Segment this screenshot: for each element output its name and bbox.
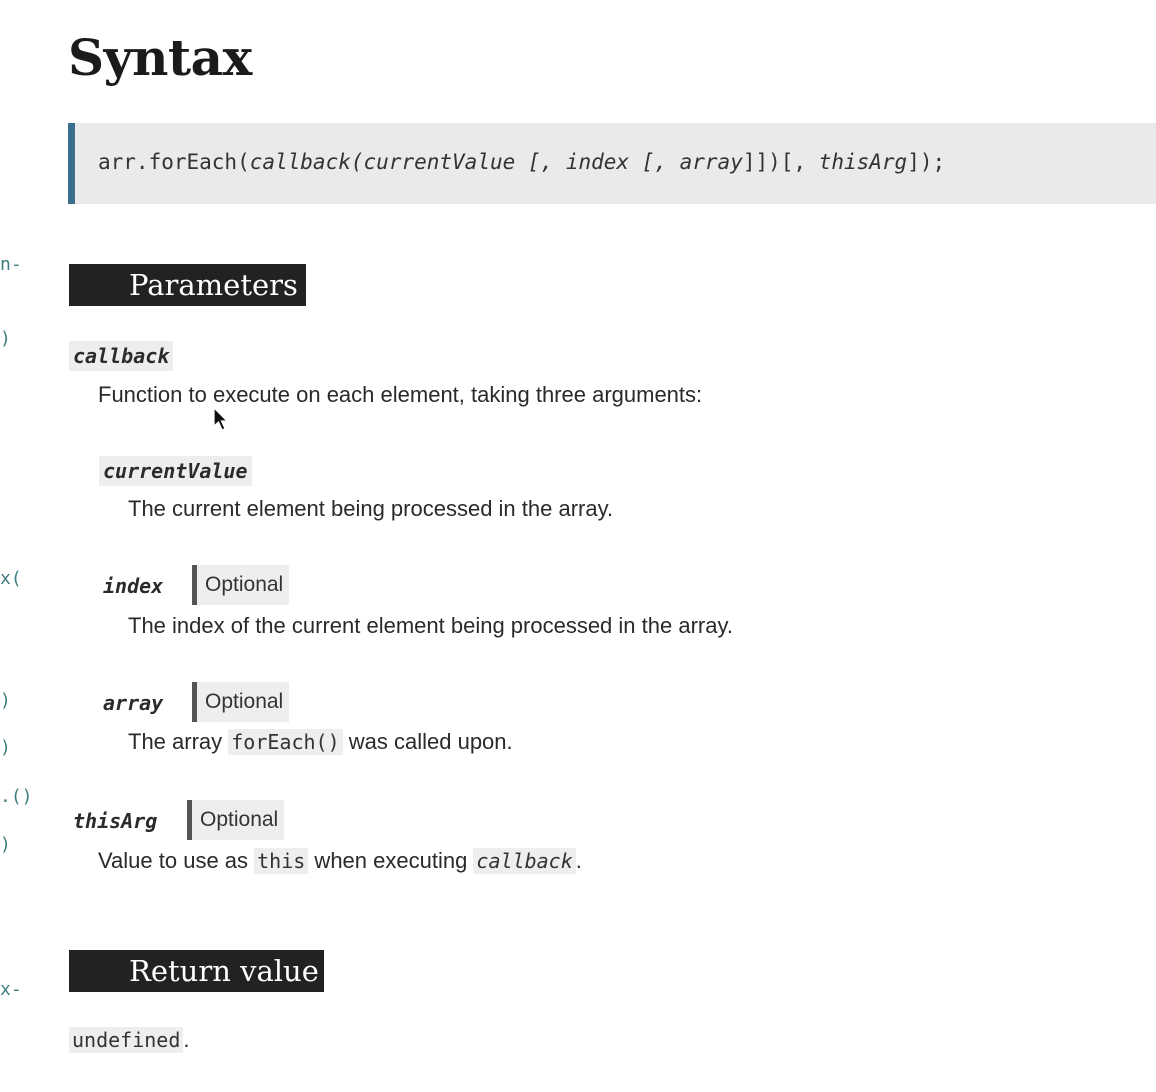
- sidebar-code-fragment: ): [0, 328, 11, 349]
- param-index-description: The index of the current element being processed in the array.: [128, 613, 733, 638]
- inline-code: callback: [473, 848, 575, 874]
- syntax-open-paren: (: [350, 150, 364, 174]
- description-text: .: [183, 1027, 190, 1052]
- param-callback-term[interactable]: callback: [69, 341, 173, 371]
- inline-code: forEach(): [228, 729, 342, 755]
- return-value-heading: Return value: [69, 950, 324, 992]
- syntax-this-arg: thisArg: [818, 150, 908, 174]
- param-this-arg-term[interactable]: thisArg: [73, 809, 158, 833]
- inline-code: this: [254, 848, 308, 874]
- param-callback-description: Function to execute on each element, taking three arguments:: [98, 382, 703, 407]
- mouse-pointer-icon: [213, 407, 229, 433]
- syntax-index: index: [565, 150, 630, 174]
- syntax-end: ]);: [907, 150, 946, 174]
- syntax-array: array: [679, 150, 743, 174]
- sidebar-code-fragment: .(): [0, 786, 33, 807]
- syntax-signature[interactable]: [98, 150, 945, 174]
- parameters-heading: Parameters: [69, 264, 306, 306]
- return-value-description: [69, 1027, 190, 1053]
- param-this-arg-description: [98, 848, 582, 874]
- inline-code: undefined: [69, 1027, 183, 1053]
- optional-badge: Optional: [187, 800, 284, 840]
- param-array-description: [128, 729, 513, 755]
- description-text: .: [575, 848, 582, 873]
- optional-badge: Optional: [192, 565, 289, 605]
- description-text: The array: [128, 729, 229, 754]
- param-index-term[interactable]: index: [103, 574, 164, 598]
- sidebar-code-fragment: ): [0, 690, 11, 711]
- page-title: Syntax: [68, 28, 252, 87]
- param-array-term[interactable]: array: [103, 691, 164, 715]
- description-text: was called upon.: [342, 729, 513, 754]
- syntax-callback: callback: [249, 150, 351, 174]
- syntax-separator: [,: [629, 150, 680, 174]
- syntax-current-value: currentValue: [363, 150, 516, 174]
- param-current-value-description: The current element being processed in the array.: [128, 496, 614, 521]
- sidebar-code-fragment: n-: [0, 254, 22, 275]
- description-text: Value to use as: [98, 848, 255, 873]
- syntax-close-brackets: ]])[,: [742, 150, 819, 174]
- syntax-code-block: [68, 123, 1156, 204]
- description-text: when executing: [308, 848, 474, 873]
- optional-badge: Optional: [192, 682, 289, 722]
- sidebar-code-fragment: x-: [0, 979, 22, 1000]
- syntax-separator: [,: [515, 150, 566, 174]
- sidebar-code-fragment: ): [0, 737, 11, 758]
- sidebar-code-fragment: ): [0, 834, 11, 855]
- param-current-value-term[interactable]: currentValue: [99, 456, 252, 486]
- sidebar-code-fragment: x(: [0, 568, 22, 589]
- syntax-method: arr.forEach(: [98, 150, 250, 174]
